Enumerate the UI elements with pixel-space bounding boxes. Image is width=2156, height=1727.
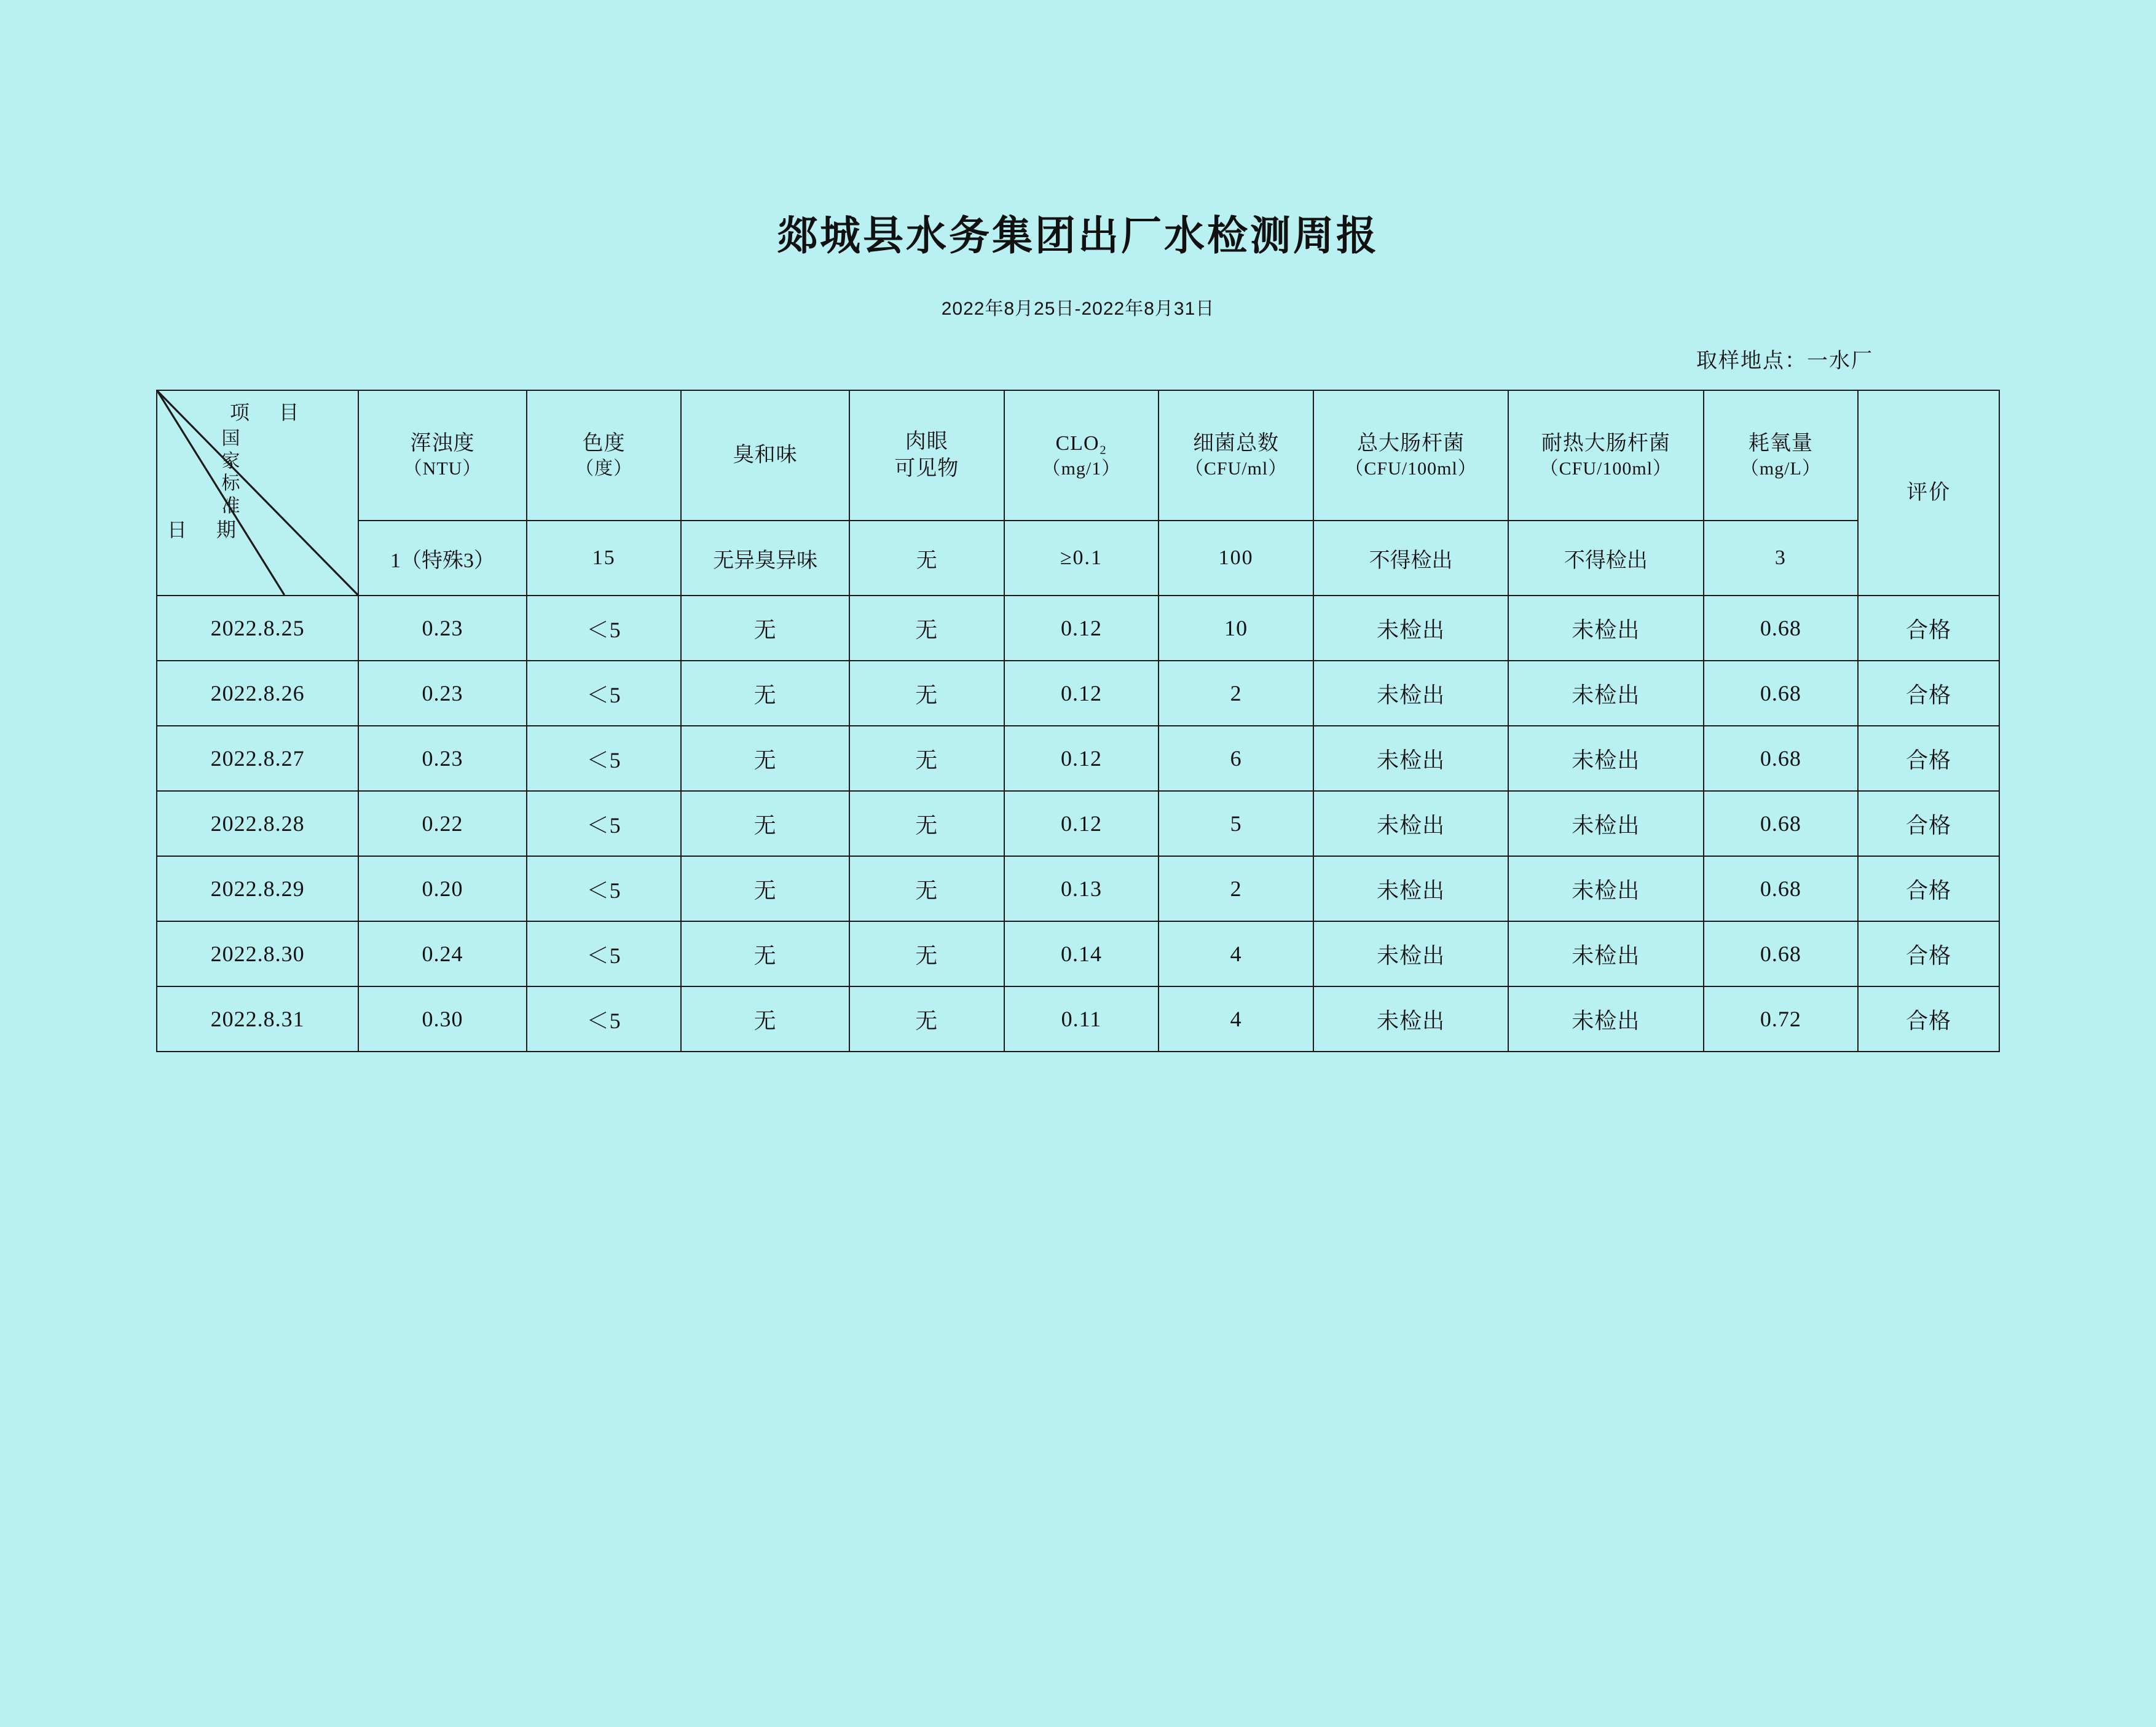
cell-evaluation: 合格 xyxy=(1858,791,1999,856)
page-title: 郯城县水务集团出厂水检测周报 xyxy=(777,214,1379,259)
cell-evaluation: 合格 xyxy=(1858,921,1999,986)
column-header-coliform-line2: （CFU/100ml） xyxy=(1345,458,1477,479)
cell-clo2: 0.12 xyxy=(1004,596,1159,661)
cell-turbidity: 0.20 xyxy=(358,856,527,921)
cell-chroma: ＜5 xyxy=(527,596,682,661)
cell-odor: 无 xyxy=(681,986,849,1052)
cell-heat-coliform: 未检出 xyxy=(1508,661,1703,726)
cell-date: 2022.8.30 xyxy=(157,921,358,986)
cell-date: 2022.8.29 xyxy=(157,856,358,921)
cell-visible: 无 xyxy=(849,596,1004,661)
cell-oxygen: 0.68 xyxy=(1704,921,1859,986)
cell-coliform: 未检出 xyxy=(1313,726,1508,791)
cell-oxygen: 0.68 xyxy=(1704,726,1859,791)
table-row xyxy=(157,791,1999,856)
column-header-bacteria xyxy=(1159,390,1313,521)
cell-chroma: ＜5 xyxy=(527,921,682,986)
cell-date: 2022.8.25 xyxy=(157,596,358,661)
cell-turbidity: 0.30 xyxy=(358,986,527,1052)
cell-coliform: 未检出 xyxy=(1313,791,1508,856)
column-header-oxygen-line2: （mg/L） xyxy=(1740,458,1821,479)
cell-clo2: 0.12 xyxy=(1004,661,1159,726)
column-header-clo2-line2: （mg/1） xyxy=(1042,458,1121,479)
cell-odor: 无 xyxy=(681,921,849,986)
cell-evaluation: 合格 xyxy=(1858,986,1999,1052)
standard-coliform: 不得检出 xyxy=(1313,521,1508,596)
table-row xyxy=(157,596,1999,661)
column-header-turbidity-line1: 浑浊度 xyxy=(410,432,475,455)
cell-heat-coliform: 未检出 xyxy=(1508,921,1703,986)
corner-standard-label: 国家标准 xyxy=(221,428,241,516)
cell-evaluation: 合格 xyxy=(1858,856,1999,921)
column-header-odor-line1: 臭和味 xyxy=(733,444,798,467)
sample-location-label: 取样地点：一水厂 xyxy=(1696,350,1873,372)
cell-visible: 无 xyxy=(849,661,1004,726)
cell-turbidity: 0.23 xyxy=(358,726,527,791)
cell-clo2: 0.12 xyxy=(1004,791,1159,856)
column-header-chroma xyxy=(527,390,682,521)
cell-heat-coliform: 未检出 xyxy=(1508,791,1703,856)
cell-oxygen: 0.72 xyxy=(1704,986,1859,1052)
cell-oxygen: 0.68 xyxy=(1704,791,1859,856)
cell-heat-coliform: 未检出 xyxy=(1508,726,1703,791)
cell-odor: 无 xyxy=(681,661,849,726)
cell-date: 2022.8.28 xyxy=(157,791,358,856)
cell-visible: 无 xyxy=(849,986,1004,1052)
standard-row xyxy=(157,521,1999,596)
cell-turbidity: 0.24 xyxy=(358,921,527,986)
column-header-visible xyxy=(849,390,1004,521)
standard-visible: 无 xyxy=(849,521,1004,596)
column-header-odor xyxy=(681,390,849,521)
standard-heat-coliform: 不得检出 xyxy=(1508,521,1703,596)
cell-chroma: ＜5 xyxy=(527,661,682,726)
cell-bacteria: 6 xyxy=(1159,726,1313,791)
corner-header-cell xyxy=(157,390,358,596)
cell-chroma: ＜5 xyxy=(527,986,682,1052)
cell-chroma: ＜5 xyxy=(527,856,682,921)
table-row xyxy=(157,661,1999,726)
cell-coliform: 未检出 xyxy=(1313,921,1508,986)
corner-date-label: 日 期 xyxy=(167,518,249,541)
column-header-heat-coliform-line1: 耐热大肠杆菌 xyxy=(1541,432,1670,455)
cell-odor: 无 xyxy=(681,726,849,791)
column-header-turbidity-line2: （NTU） xyxy=(403,458,482,479)
cell-clo2: 0.14 xyxy=(1004,921,1159,986)
column-header-bacteria-line2: （CFU/ml） xyxy=(1184,458,1288,479)
column-header-evaluation-line1: 评价 xyxy=(1906,481,1951,505)
cell-turbidity: 0.23 xyxy=(358,661,527,726)
date-range-subtitle: 2022年8月25日-2022年8月31日 xyxy=(941,299,1215,319)
standard-chroma: 15 xyxy=(527,521,682,596)
standard-clo2: ≥0.1 xyxy=(1004,521,1159,596)
cell-visible: 无 xyxy=(849,726,1004,791)
column-header-visible-line2: 可见物 xyxy=(894,457,959,480)
column-header-evaluation xyxy=(1858,390,1999,596)
column-header-chroma-line2: （度） xyxy=(575,458,633,479)
column-header-clo2-line1: CLO₂ xyxy=(1055,432,1108,455)
cell-odor: 无 xyxy=(681,856,849,921)
cell-clo2: 0.13 xyxy=(1004,856,1159,921)
cell-date: 2022.8.26 xyxy=(157,661,358,726)
cell-heat-coliform: 未检出 xyxy=(1508,596,1703,661)
cell-bacteria: 4 xyxy=(1159,986,1313,1052)
cell-heat-coliform: 未检出 xyxy=(1508,856,1703,921)
column-header-coliform xyxy=(1313,390,1508,521)
cell-bacteria: 10 xyxy=(1159,596,1313,661)
standard-oxygen: 3 xyxy=(1704,521,1859,596)
cell-visible: 无 xyxy=(849,856,1004,921)
column-header-oxygen xyxy=(1704,390,1859,521)
cell-turbidity: 0.23 xyxy=(358,596,527,661)
cell-heat-coliform: 未检出 xyxy=(1508,986,1703,1052)
column-header-bacteria-line1: 细菌总数 xyxy=(1193,432,1280,455)
table-row xyxy=(157,726,1999,791)
cell-turbidity: 0.22 xyxy=(358,791,527,856)
cell-evaluation: 合格 xyxy=(1858,596,1999,661)
cell-coliform: 未检出 xyxy=(1313,986,1508,1052)
cell-bacteria: 4 xyxy=(1159,921,1313,986)
column-header-oxygen-line1: 耗氧量 xyxy=(1748,432,1813,455)
cell-visible: 无 xyxy=(849,921,1004,986)
column-header-coliform-line1: 总大肠杆菌 xyxy=(1357,432,1465,455)
cell-bacteria: 2 xyxy=(1159,856,1313,921)
cell-oxygen: 0.68 xyxy=(1704,856,1859,921)
cell-clo2: 0.12 xyxy=(1004,726,1159,791)
cell-date: 2022.8.27 xyxy=(157,726,358,791)
column-header-turbidity xyxy=(358,390,527,521)
cell-coliform: 未检出 xyxy=(1313,596,1508,661)
water-quality-table xyxy=(156,390,2000,1052)
document-page xyxy=(0,203,2156,1727)
standard-turbidity: 1（特殊3） xyxy=(358,521,527,596)
cell-oxygen: 0.68 xyxy=(1704,661,1859,726)
table-row xyxy=(157,986,1999,1052)
table-row xyxy=(157,921,1999,986)
cell-oxygen: 0.68 xyxy=(1704,596,1859,661)
cell-coliform: 未检出 xyxy=(1313,661,1508,726)
cell-evaluation: 合格 xyxy=(1858,661,1999,726)
cell-odor: 无 xyxy=(681,791,849,856)
cell-odor: 无 xyxy=(681,596,849,661)
cell-chroma: ＜5 xyxy=(527,726,682,791)
column-header-heat-coliform-line2: （CFU/100ml） xyxy=(1540,458,1672,479)
cell-coliform: 未检出 xyxy=(1313,856,1508,921)
standard-odor: 无异臭异味 xyxy=(681,521,849,596)
cell-visible: 无 xyxy=(849,791,1004,856)
cell-date: 2022.8.31 xyxy=(157,986,358,1052)
column-header-visible-line1: 肉眼 xyxy=(905,430,948,454)
column-header-chroma-line1: 色度 xyxy=(582,432,626,455)
cell-chroma: ＜5 xyxy=(527,791,682,856)
table-header-row xyxy=(157,390,1999,521)
column-header-clo2 xyxy=(1004,390,1159,521)
table-row xyxy=(157,856,1999,921)
corner-item-label: 项 目 xyxy=(230,401,312,423)
cell-bacteria: 5 xyxy=(1159,791,1313,856)
cell-clo2: 0.11 xyxy=(1004,986,1159,1052)
column-header-heat-coliform xyxy=(1508,390,1703,521)
cell-evaluation: 合格 xyxy=(1858,726,1999,791)
standard-bacteria: 100 xyxy=(1159,521,1313,596)
cell-bacteria: 2 xyxy=(1159,661,1313,726)
